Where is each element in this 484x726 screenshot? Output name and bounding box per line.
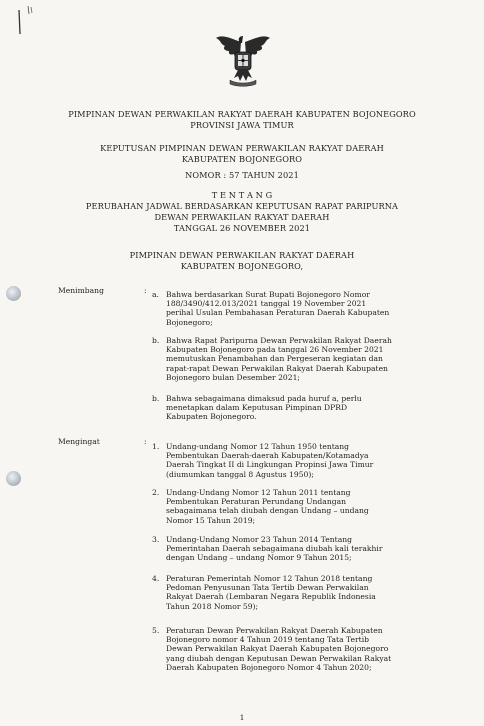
item-line: Bahwa sebagaimana dimaksud pada huruf a, perlu	[166, 394, 362, 403]
tentang-heading: T E N T A N G	[211, 190, 273, 200]
page-number: 1	[239, 713, 245, 722]
decree-title-line-1: KEPUTUSAN PIMPINAN DEWAN PERWAKILAN RAKYAT DAERAH	[100, 143, 384, 153]
mengingat-item-3	[152, 535, 448, 563]
item-line: Undang-Undang Nomor 12 Tahun 2011 tentang	[166, 488, 351, 497]
org-line-1: PIMPINAN DEWAN PERWAKILAN RAKYAT DAERAH KABUPATEN BOJONEGORO	[68, 109, 416, 119]
item-line: Daerah Tingkat II di Lingkungan Propinsi Jawa Timur	[166, 460, 374, 470]
menimbang-colon: :	[144, 286, 147, 295]
item-marker: a.	[152, 290, 159, 299]
item-line: Nomor 15 Tahun 2019;	[166, 515, 256, 525]
item-line: Tahun 2018 Nomor 59);	[166, 601, 259, 611]
menimbang-item-c	[152, 394, 448, 422]
mengingat-item-1	[152, 442, 448, 479]
item-line: Pedoman Penyusunan Tata Tertib Dewan Perwakilan	[166, 583, 369, 593]
item-line: Kabupaten Bojonegoro.	[166, 412, 257, 422]
item-line: Pembentukan Daerah-daerah Kabupaten/Kotamadya	[166, 451, 369, 461]
item-line: Peraturan Dewan Perwakilan Rakyat Daerah Kabupaten	[166, 626, 383, 635]
subject-line-2: DEWAN PERWAKILAN RAKYAT DAERAH	[154, 212, 330, 222]
item-line: Pembentukan Peraturan Perundang Undangan	[166, 497, 346, 507]
item-line: Dewan Perwakilan Rakyat Daerah Kabupaten Bojonegoro	[166, 644, 389, 654]
item-line: Bahwa berdasarkan Surat Bupati Bojonegoro Nomor	[166, 290, 370, 299]
item-line: Undang-Undang Nomor 23 Tahun 2014 Tentang	[166, 535, 352, 544]
mengingat-label: Mengingat	[58, 437, 100, 446]
item-line: (diumumkan tanggal 8 Agustus 1950);	[166, 469, 314, 479]
item-line: Undang-undang Nomor 12 Tahun 1950 tentang	[166, 442, 350, 451]
item-line: menetapkan dalam Keputusan Pimpinan DPRD	[166, 403, 348, 413]
item-line: Bahwa Rapat Paripurna Dewan Perwakilan Rakyat Daerah	[166, 336, 392, 345]
item-marker: b.	[152, 336, 160, 345]
decree-number: NOMOR : 57 TAHUN 2021	[185, 170, 299, 180]
decree-title-line-2: KABUPATEN BOJONEGORO	[181, 154, 303, 164]
item-marker: 3.	[152, 535, 160, 544]
scan-marks	[16, 4, 40, 38]
item-line: memutuskan Penambahan dan Pergeseran kegiatan dan	[166, 354, 383, 364]
item-line: Rakyat Daerah (Lembaran Negara Republik Indonesia	[166, 592, 376, 602]
issuer-line-2: KABUPATEN BOJONEGORO,	[180, 261, 304, 271]
item-line: sebagaimana telah diubah dengan Undang – undang	[166, 506, 369, 516]
item-marker: 1.	[152, 442, 160, 451]
item-line: 188/3490/412.013/2021 tanggal 19 November 2021	[166, 299, 367, 309]
subject-line-3: TANGGAL 26 NOVEMBER 2021	[173, 223, 311, 233]
item-line: Bojonegoro nomor 4 Tahun 2019 tentang Tata Tertib	[166, 635, 369, 645]
item-line: Bojonegoro;	[166, 317, 213, 327]
mengingat-item-2	[152, 488, 448, 525]
org-line-2: PROVINSI JAWA TIMUR	[190, 120, 294, 130]
item-line: perihal Usulan Pembahasan Peraturan Daerah Kabupaten	[166, 308, 390, 318]
punch-hole	[6, 286, 21, 301]
punch-hole	[6, 471, 21, 486]
item-line: Pemerintahan Daerah sebagaimana diubah kali terakhir	[166, 544, 383, 554]
item-line: yang diubah dengan Keputusan Dewan Perwakilan Rakyat	[166, 653, 392, 663]
issuer-line-1: PIMPINAN DEWAN PERWAKILAN RAKYAT DAERAH	[129, 250, 355, 260]
item-marker: 4.	[152, 574, 160, 583]
item-line: Daerah Kabupaten Bojonegoro Nomor 4 Tahun 2020;	[166, 662, 372, 672]
menimbang-item-b	[152, 336, 448, 382]
garuda-emblem-icon	[212, 28, 274, 90]
item-marker: b.	[152, 394, 160, 403]
item-marker: 5.	[152, 626, 160, 635]
menimbang-item-a	[152, 290, 448, 327]
mengingat-colon: :	[144, 437, 147, 446]
item-line: rapat-rapat Dewan Perwakilan Rakyat Daerah Kabupaten	[166, 363, 388, 373]
item-line: Kabupaten Bojonegoro pada tanggal 26 November 2021	[166, 345, 384, 355]
mengingat-item-4	[152, 574, 448, 611]
item-line: Peraturan Pemerintah Nomor 12 Tahun 2018 tentang	[166, 574, 373, 583]
item-line: Bojonegoro bulan Desember 2021;	[166, 372, 300, 382]
subject-line-1: PERUBAHAN JADWAL BERDASARKAN KEPUTUSAN RAPAT PARIPURNA	[85, 201, 399, 211]
menimbang-label: Menimbang	[58, 286, 104, 295]
mengingat-item-5	[152, 626, 448, 672]
item-marker: 2.	[152, 488, 160, 497]
item-line: dengan Undang – undang Nomor 9 Tahun 2015;	[166, 553, 352, 563]
